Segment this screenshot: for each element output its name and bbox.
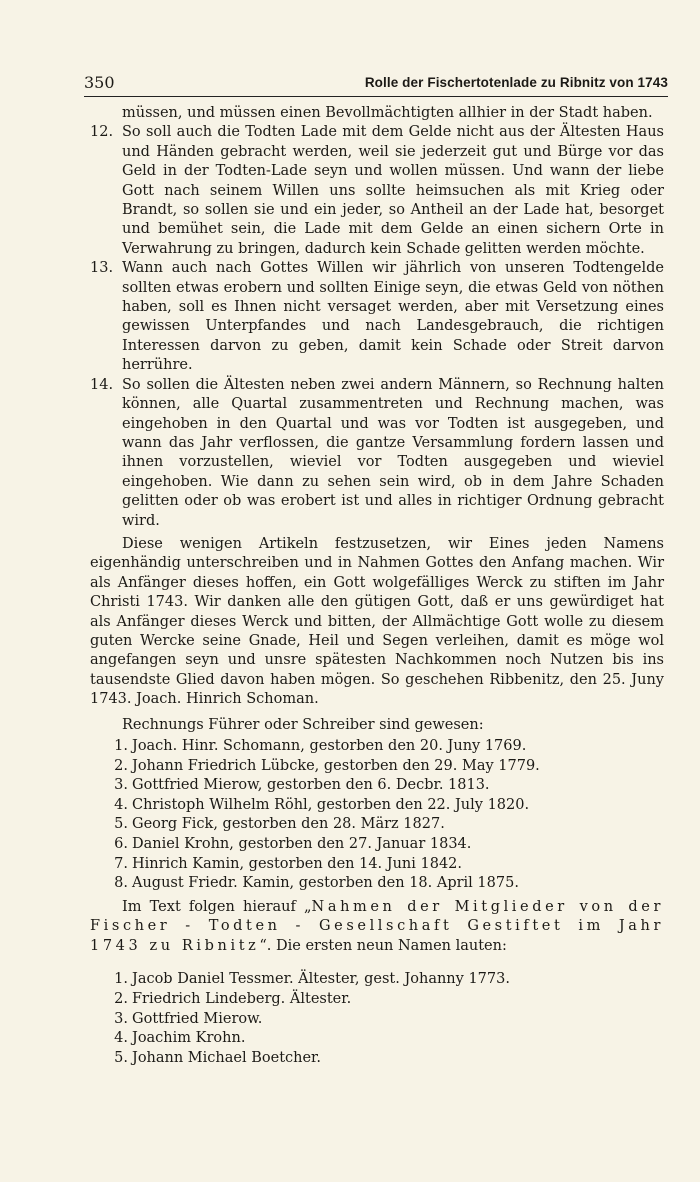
treasurers-list: [90, 737, 664, 894]
page-body: [90, 104, 664, 1068]
list-item: 8. August Friedr. Kamin, gestorben den 18. April 1875.: [114, 875, 519, 892]
list-item: 5. Georg Fick, gestorben den 28. März 1827.: [114, 816, 445, 833]
list-item: 1. Jacob Daniel Tessmer. Ältester, gest. Johanny 1773.: [114, 971, 510, 988]
article-number: 13.: [90, 260, 114, 277]
list-item: 6. Daniel Krohn, gestorben den 27. Januar 1834.: [114, 835, 472, 852]
article-text: So sollen die Ältesten neben zwei andern Männern, so Rechnung halten können, alle Quartal zusammentreten und Rechnung machen, was eingehoben in den Quartal und was vor Todten ist ausgegeben, und wann das Jahr verflossen, die gantze Versammlung fordern lassen und ihnen vorzustellen, wieviel vor Todten ausgegeben und wieviel eingehoben. Wie dann zu sehen sein wird, ob in dem Jahre Schaden gelitten oder ob was erobert ist und alles in richtiger Ordnung gebracht wird.: [122, 376, 664, 529]
list-item: 3. Gottfried Mierow, gestorben den 6. Decbr. 1813.: [114, 777, 490, 794]
list-item: 7. Hinrich Kamin, gestorben den 14. Juni 1842.: [114, 855, 463, 872]
article-12: [90, 123, 664, 259]
list-item: 5. Johann Michael Boetcher.: [114, 1049, 322, 1066]
list-item: 4. Joachim Krohn.: [114, 1030, 246, 1047]
article-text: So soll auch die Todten Lade mit dem Gelde nicht aus der Ältesten Haus und Händen gebracht werden, weil sie jederzeit gut und Bürge vor das Geld in der Todten-Lade seyn und wollen müssen. Und wann der liebe Gott nach seinem Willen uns sollte heimsuchen als mit Krieg oder Brandt, so sollen sie und ein jeder, so Antheil an der Lade hat, besorget und bemühet sein, die Lade mit dem Gelde an einen sichern Orte in Verwahrung zu bringen, dadurch kein Schade gelitten werden möchte.: [122, 124, 664, 257]
continuation-line: müssen, und müssen einen Bevollmächtigten allhier in der Stadt haben.: [122, 105, 653, 121]
article-number: 14.: [90, 376, 114, 393]
members-list: [90, 970, 664, 1068]
closing-paragraph: Diese wenigen Artikeln festzusetzen, wir Eines jeden Namens eigenhändig unterschreiben und in Nahmen Gottes den Anfang machen. Wir als Anfänger dieses hoffen, ein Gott wolgefälliges Werck zu stiften im Jahr Christi 1743. Wir danken alle den gütigen Gott, daß er uns gewürdiget hat als Anfänger dieses Werck und bitten, der Allmächtige Gott wolle zu diesem guten Wercke seine Gnade, Heil und Segen verleihen, damit es möge wol angefangen seyn und unsre spätesten Nachkommen noch Nutzen bis ins tausendste Glied davon haben mögen. So geschehen Ribbenitz, den 25. Juny 1743. Joach. Hinrich Schoman.: [90, 535, 664, 708]
list-item: 2. Friedrich Lindeberg. Ältester.: [114, 991, 352, 1008]
spaced-title: Nahmen der Mitglieder von der Fischer - Todten - Gesellschaft Gestiftet im Jahr 1743 zu Ribnitz: [90, 898, 664, 954]
list-item: 3. Gottfried Mierow.: [114, 1010, 263, 1027]
list-item: 2. Johann Friedrich Lübcke, gestorben den 29. May 1779.: [114, 757, 540, 774]
text-follows-tail: “. Die ersten neun Namen lauten:: [259, 937, 507, 954]
running-title: Rolle der Fischertotenlade zu Ribnitz von 1743: [364, 75, 668, 90]
page-header: [84, 70, 668, 97]
treasurers-heading: Rechnungs Führer oder Schreiber sind gewesen:: [122, 716, 484, 733]
text-follows-lead: Im Text folgen hierauf „: [122, 898, 312, 915]
list-item: 1. Joach. Hinr. Schomann, gestorben den 20. Juny 1769.: [114, 738, 527, 754]
list-item: 4. Christoph Wilhelm Röhl, gestorben den 22. July 1820.: [114, 796, 530, 813]
article-text: Wann auch nach Gottes Willen wir jährlich von unseren Todtengelde sollten etwas erobern und sollten Einige seyn, die etwas Geld von nöthen haben, soll es Ihnen nicht versaget werden, aber mit Versetzung eines gewissen Unterpfandes und nach Landesgebrauch, die richtigen Interessen darvon zu geben, damit kein Schade oder Streit darvon herrühre.: [122, 260, 664, 374]
article-13: [90, 259, 664, 375]
article-number: 12.: [90, 124, 114, 141]
page-number: 350: [84, 73, 115, 92]
text-follows-paragraph: [90, 898, 664, 956]
article-14: [90, 376, 664, 531]
